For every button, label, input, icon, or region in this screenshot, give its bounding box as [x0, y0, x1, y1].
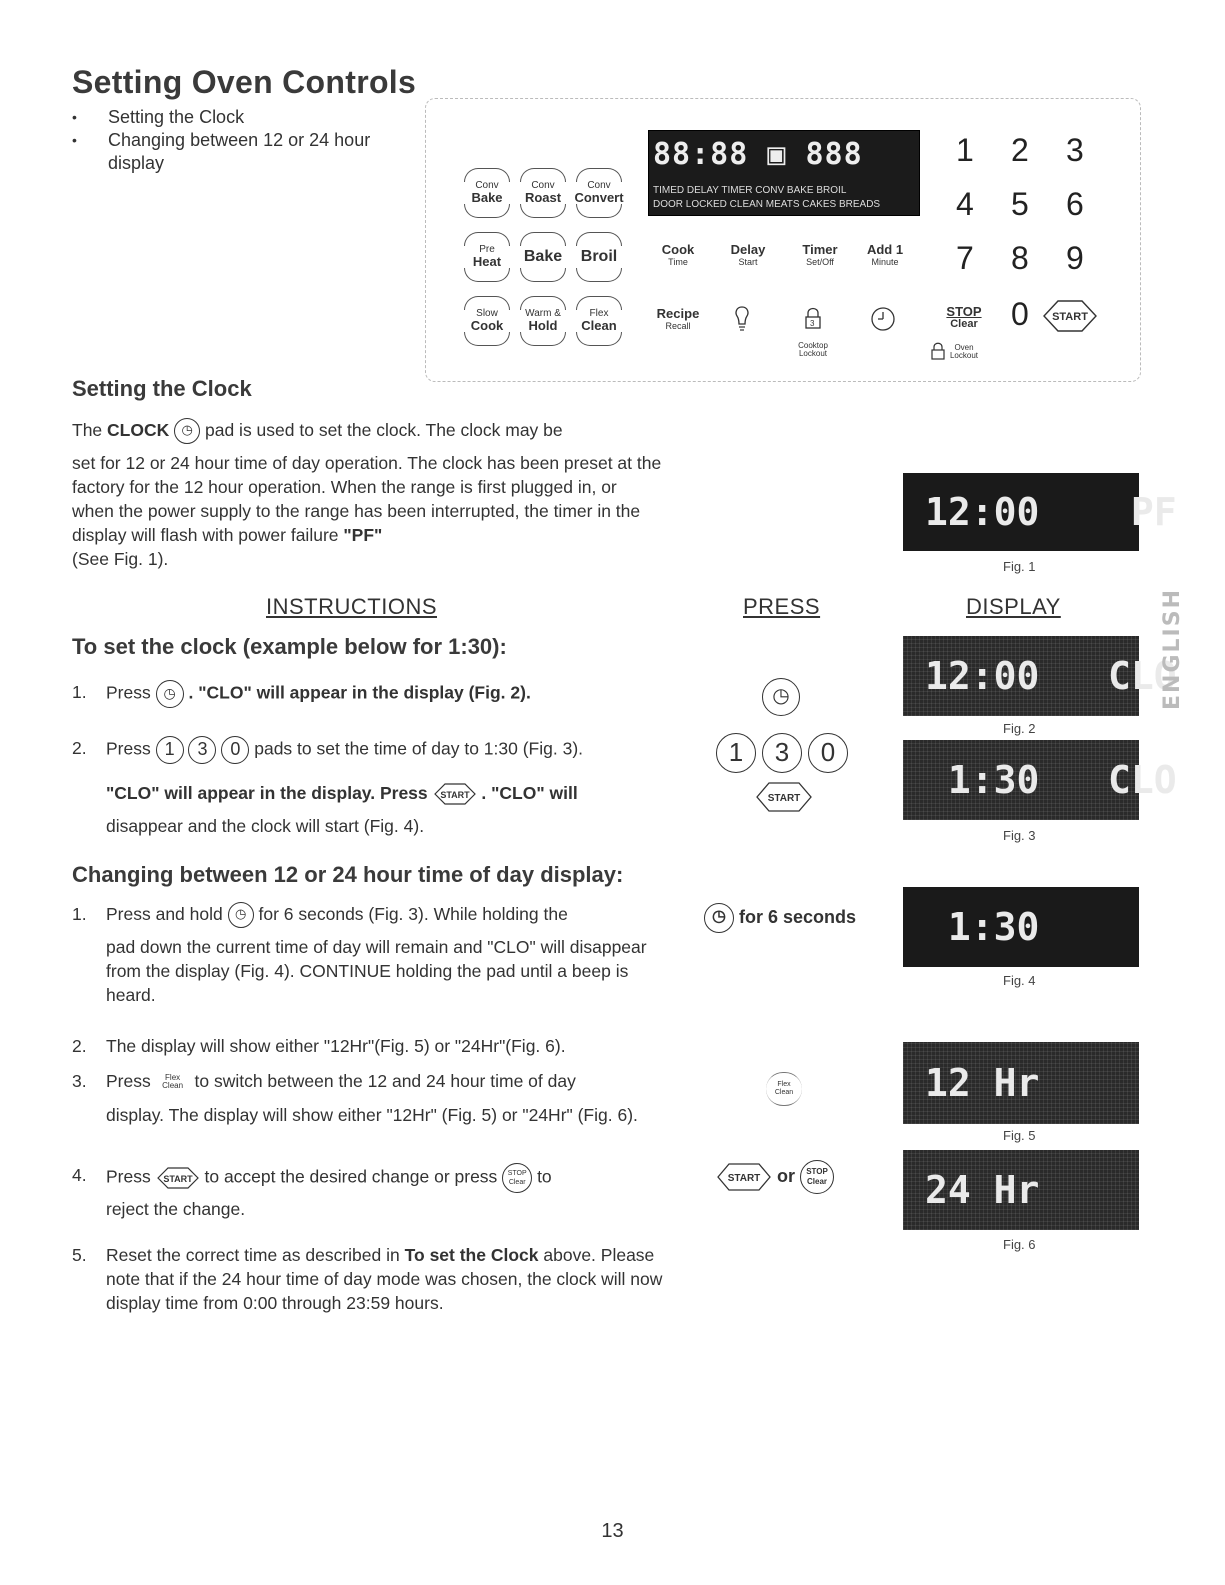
- key-recipe-recall: Recipe Recall: [656, 306, 700, 331]
- change-step-4-cont: reject the change.: [106, 1199, 246, 1219]
- key-stop-clear: STOP Clear: [946, 304, 982, 330]
- display-column-heading: DISPLAY: [966, 594, 1061, 619]
- change-step-4: 4. Press START to accept the desired change or press STOP Clear to: [106, 1163, 666, 1193]
- key-2: 2: [1011, 132, 1029, 168]
- panel-display: [648, 130, 920, 216]
- display-fig-6: 24 Hr: [903, 1150, 1139, 1230]
- fig-4-caption: Fig. 4: [1003, 973, 1036, 988]
- pad-pre-heat: Pre Heat: [460, 232, 514, 282]
- set-clock-step-2: 2. Press 1 3 0 pads to set the time of day to 1:30 (Fig. 3).: [106, 736, 696, 764]
- fig-2-caption: Fig. 2: [1003, 721, 1036, 736]
- stop-clear-pad-icon: STOP Clear: [502, 1163, 532, 1193]
- digit-0-pad: 0: [221, 736, 249, 764]
- press-start-pad-icon: [755, 781, 813, 813]
- digit-3-pad: 3: [188, 736, 216, 764]
- language-side-tab: ENGLISH: [1160, 588, 1185, 710]
- key-timer-set-off: Timer Set/Off: [802, 242, 838, 267]
- key-4: 4: [956, 186, 974, 222]
- page-title: Setting Oven Controls: [72, 64, 417, 100]
- pad-broil: Broil: [572, 232, 626, 282]
- start-pad-icon: [156, 1166, 200, 1190]
- oven-lockout-label: Oven Lockout: [949, 343, 979, 360]
- key-8: 8: [1011, 240, 1029, 276]
- key-1: 1: [956, 132, 974, 168]
- setting-clock-heading: Setting the Clock: [72, 376, 252, 401]
- press-hold-clock-6-seconds: ◷ for 6 seconds: [704, 903, 856, 933]
- svg-text:3: 3: [810, 319, 815, 328]
- press-clock-pad-icon: ◷: [704, 903, 734, 933]
- pad-flex-clean: Flex Clean: [572, 296, 626, 346]
- change-step-1: 1. Press and hold ◷ for 6 seconds (Fig. 3). While holding the: [106, 902, 666, 928]
- clock-pad-icon: ◷: [228, 902, 254, 928]
- lock-icon: [804, 306, 822, 330]
- key-0: 0: [1011, 296, 1029, 332]
- change-step-3: 3. Press Flex Clean to switch between the 12 and 24 hour time of day: [72, 1071, 576, 1091]
- press-start-or-stop: START or STOP Clear: [716, 1160, 834, 1194]
- oven-lock-icon: [930, 342, 946, 360]
- pad-conv-bake: Conv Bake: [460, 168, 514, 218]
- svg-text:START: START: [727, 1173, 761, 1184]
- press-column-heading: PRESS: [743, 594, 821, 619]
- topic-item: • Changing between 12 or 24 hour display: [72, 129, 412, 175]
- panel-display-digits: 88:88 ▣ 888: [653, 137, 863, 172]
- change-step-3-cont: display. The display will show either "12Hr" (Fig. 5) or "24Hr" (Fig. 6).: [106, 1105, 638, 1125]
- set-clock-step-2-cont: "CLO" will appear in the display. Press START . "CLO" will: [106, 781, 666, 806]
- pad-slow-cook: Slow Cook: [460, 296, 514, 346]
- page-number: 13: [601, 1520, 624, 1542]
- press-digit-3: 3: [762, 733, 802, 773]
- pad-warm-hold: Warm & Hold: [516, 296, 570, 346]
- change-step-2: 2. The display will show either "12Hr"(Fig. 5) or "24Hr"(Fig. 6).: [72, 1036, 566, 1056]
- setting-clock-paragraph: The CLOCK ◷ pad is used to set the clock. The clock may be: [72, 418, 672, 444]
- press-clock-pad-icon: ◷: [762, 678, 800, 716]
- fig-5-caption: Fig. 5: [1003, 1128, 1036, 1143]
- clock-pad-icon: ◷: [156, 680, 184, 708]
- digit-1-pad: 1: [156, 736, 184, 764]
- fig-1-caption: Fig. 1: [1003, 559, 1036, 574]
- svg-text:START: START: [767, 793, 801, 804]
- key-delay-start: Delay Start: [730, 242, 766, 267]
- svg-text:START: START: [439, 790, 470, 801]
- flex-clean-pad-icon: Flex Clean: [162, 1073, 184, 1091]
- key-add-1-minute: Add 1 Minute: [866, 242, 904, 267]
- panel-display-row-1: TIMED DELAY TIMER CONV BAKE BROIL: [653, 185, 847, 196]
- display-fig-5: 12 Hr: [903, 1042, 1139, 1124]
- clock-icon: [870, 306, 896, 332]
- svg-text:START: START: [1052, 311, 1088, 323]
- key-7: 7: [956, 240, 974, 276]
- key-6: 6: [1066, 186, 1084, 222]
- display-fig-3: 1:30 CLO: [903, 740, 1139, 820]
- pad-conv-convert: Conv Convert: [572, 168, 626, 218]
- cooktop-lockout-label: Cooktop Lockout: [798, 341, 828, 358]
- change-step-1-cont: pad down the current time of day will remain and "CLO" will disappear from the display (Fig. 4). CONTINUE holding the pad until a beep is heard.: [106, 937, 647, 1005]
- display-fig-2: 12:00 CLO: [903, 636, 1139, 716]
- key-3: 3: [1066, 132, 1084, 168]
- clock-pad-icon: ◷: [174, 418, 200, 444]
- panel-display-row-2: DOOR LOCKED CLEAN MEATS CAKES BREADS: [653, 199, 881, 210]
- key-9: 9: [1066, 240, 1084, 276]
- press-digit-0: 0: [808, 733, 848, 773]
- key-cook-time: Cook Time: [661, 242, 695, 267]
- set-clock-step-2-end: disappear and the clock will start (Fig. 4).: [106, 816, 425, 836]
- setting-clock-paragraph-body: set for 12 or 24 hour time of day operation. The clock has been preset at the factory for the 12 hour operation. When the range is first plugged in, or when the power supply to the range has been interrupted, the timer in the display will flash with power failure "PF" (See Fig. 1).: [72, 453, 662, 569]
- topic-list: [72, 106, 412, 175]
- pad-conv-roast: Conv Roast: [516, 168, 570, 218]
- press-digit-1: 1: [716, 733, 756, 773]
- set-clock-heading: To set the clock (example below for 1:30):: [72, 634, 507, 659]
- start-pad-icon: [433, 782, 477, 806]
- change-display-heading: Changing between 12 or 24 hour time of day display:: [72, 862, 624, 887]
- light-bulb-icon: [733, 305, 751, 333]
- fig-3-caption: Fig. 3: [1003, 828, 1036, 843]
- fig-6-caption: Fig. 6: [1003, 1237, 1036, 1252]
- pad-bake: Bake: [516, 232, 570, 282]
- press-flex-clean-pad-icon: Flex Clean: [766, 1072, 802, 1106]
- topic-item: • Setting the Clock: [72, 106, 412, 129]
- instructions-column-heading: INSTRUCTIONS: [266, 594, 437, 619]
- press-stop-clear-pad-icon: STOP Clear: [800, 1160, 834, 1194]
- change-step-5: 5. Reset the correct time as described in To set the Clock above. Please note that if the 24 hour time of day mode was chosen, the clock will now display time from 0:00 through 23:59 hours.: [72, 1245, 663, 1313]
- start-key-icon: [1042, 298, 1098, 334]
- svg-text:START: START: [162, 1174, 193, 1184]
- press-start-pad-icon: [716, 1162, 772, 1192]
- display-fig-1: 12:00 PF: [903, 473, 1139, 551]
- set-clock-step-1: 1. Press ◷ . "CLO" will appear in the display (Fig. 2).: [106, 680, 686, 708]
- display-fig-4: 1:30: [903, 887, 1139, 967]
- key-5: 5: [1011, 186, 1029, 222]
